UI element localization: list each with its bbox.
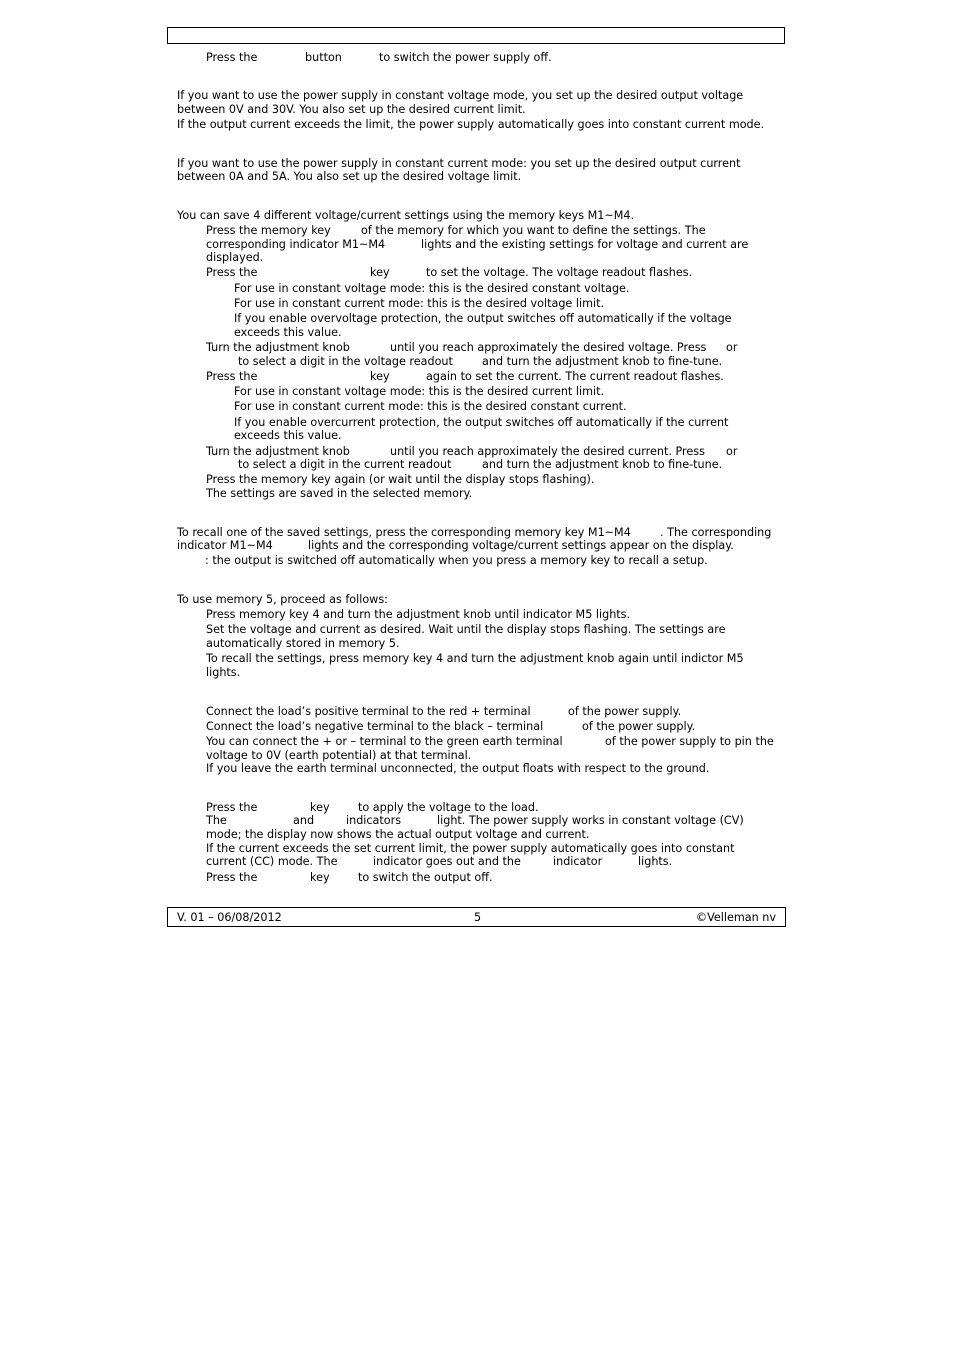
memory5-step1: Press memory key 4 and turn the adjustment knob until indicator M5 lights.	[206, 608, 631, 621]
memory-step5-b: until you reach approximately the desired current. Press	[390, 445, 705, 458]
memory-step5-d: to select a digit in the current readout	[238, 458, 452, 471]
output-line4-c: to switch the output off.	[358, 871, 493, 884]
output-line1-b: key	[310, 801, 330, 814]
cc-line-2: between 0A and 5A. You also set up the desired voltage limit.	[177, 170, 522, 183]
memory5-step2b: automatically stored in memory 5.	[206, 637, 400, 650]
footer-version: V. 01 – 06/08/2012	[177, 911, 282, 924]
output-line3-c: indicator goes out and the	[373, 855, 521, 868]
output-line2-c: indicators	[346, 814, 402, 827]
output-line3-a: If the current exceeds the set current limit, the power supply automatically goes into constant	[206, 842, 735, 855]
memory5-step3a: To recall the settings, press memory key 4 and turn the adjustment knob again until indictor M5	[206, 652, 744, 665]
footer	[167, 907, 786, 927]
intro-switch-off: to switch the power supply off.	[379, 51, 552, 64]
memory-step2-sub2: For use in constant current mode: this is the desired voltage limit.	[234, 297, 605, 310]
recall-line3: : the output is switched off automatically when you press a memory key to recall a setup.	[205, 554, 708, 567]
connect-line2-a: Connect the load’s negative terminal to the black – terminal	[206, 720, 544, 733]
cv-line-1: If you want to use the power supply in constant voltage mode, you set up the desired output voltage	[177, 89, 744, 102]
memory-step2-sub3b: exceeds this value.	[234, 326, 342, 339]
memory-step4-sub3b: exceeds this value.	[234, 429, 342, 442]
output-line3-d: indicator	[553, 855, 603, 868]
cv-line-2: between 0V and 30V. You also set up the desired current limit.	[177, 103, 526, 116]
output-line3-b: current (CC) mode. The	[206, 855, 338, 868]
memory-step6: Press the memory key again (or wait until the display stops flashing).	[206, 473, 595, 486]
cv-line-3: If the output current exceeds the limit, the power supply automatically goes into constant current mode.	[177, 118, 765, 131]
memory-step2-sub3a: If you enable overvoltage protection, the output switches off automatically if the voltage	[234, 312, 732, 325]
connect-line3-a: You can connect the + or – terminal to the green earth terminal	[206, 735, 563, 748]
memory-step2-a: Press the	[206, 266, 258, 279]
output-line2-d: light. The power supply works in constant voltage (CV)	[437, 814, 744, 827]
memory-step5-a: Turn the adjustment knob	[206, 445, 350, 458]
memory-step1-a: Press the memory key	[206, 224, 331, 237]
output-line2-e: mode; the display now shows the actual output voltage and current.	[206, 828, 590, 841]
output-line2-a: The	[206, 814, 227, 827]
recall-line1-a: To recall one of the saved settings, press the corresponding memory key M1~M4	[177, 526, 631, 539]
memory-step1-d: lights and the existing settings for voltage and current are	[421, 238, 749, 251]
memory-step5-c: or	[726, 445, 738, 458]
memory-step4-c: again to set the current. The current readout flashes.	[426, 370, 724, 383]
connect-line1-b: of the power supply.	[568, 705, 682, 718]
recall-line2-b: lights and the corresponding voltage/current settings appear on the display.	[308, 539, 734, 552]
connect-line1-a: Connect the load’s positive terminal to the red + terminal	[206, 705, 531, 718]
memory-intro: You can save 4 different voltage/current settings using the memory keys M1~M4.	[177, 209, 635, 222]
connect-line2-b: of the power supply.	[582, 720, 696, 733]
memory-step1-e: displayed.	[206, 251, 264, 264]
memory-step5-e: and turn the adjustment knob to fine-tune.	[482, 458, 723, 471]
memory5-intro: To use memory 5, proceed as follows:	[177, 593, 388, 606]
memory5-step3b: lights.	[206, 666, 241, 679]
memory-step4-b: key	[370, 370, 390, 383]
output-line1-c: to apply the voltage to the load.	[358, 801, 539, 814]
memory-step1-b: of the memory for which you want to define the settings. The	[361, 224, 706, 237]
memory-step3-b: until you reach approximately the desired voltage. Press	[390, 341, 707, 354]
memory-step4-sub1: For use in constant voltage mode: this is the desired current limit.	[234, 385, 605, 398]
intro-press-the: Press the	[206, 51, 258, 64]
memory-step2-sub1: For use in constant voltage mode: this is the desired constant voltage.	[234, 282, 630, 295]
memory-step3-a: Turn the adjustment knob	[206, 341, 350, 354]
memory-step1-c: corresponding indicator M1~M4	[206, 238, 386, 251]
output-line1-a: Press the	[206, 801, 258, 814]
memory-step3-e: and turn the adjustment knob to fine-tune.	[482, 355, 723, 368]
connect-line3-c: voltage to 0V (earth potential) at that terminal.	[206, 749, 472, 762]
recall-line1-b: . The corresponding	[660, 526, 772, 539]
footer-copyright: ©Velleman nv	[695, 911, 776, 924]
output-line3-e: lights.	[638, 855, 673, 868]
connect-line4: If you leave the earth terminal unconnected, the output floats with respect to the ground.	[206, 762, 710, 775]
memory5-step2a: Set the voltage and current as desired. Wait until the display stops flashing. The settings are	[206, 623, 726, 636]
memory-step3-d: to select a digit in the voltage readout	[238, 355, 453, 368]
connect-line3-b: of the power supply to pin the	[605, 735, 774, 748]
memory-step2-b: key	[370, 266, 390, 279]
intro-button: button	[305, 51, 342, 64]
memory-step2-c: to set the voltage. The voltage readout flashes.	[426, 266, 693, 279]
output-line2-b: and	[293, 814, 315, 827]
header-box	[167, 27, 785, 44]
memory-step4-sub2: For use in constant current mode: this is the desired constant current.	[234, 400, 627, 413]
recall-line2-a: indicator M1~M4	[177, 539, 273, 552]
footer-page-number: 5	[474, 911, 482, 924]
memory-step3-c: or	[726, 341, 738, 354]
memory-step4-a: Press the	[206, 370, 258, 383]
memory-step7: The settings are saved in the selected memory.	[206, 487, 473, 500]
cc-line-1: If you want to use the power supply in constant current mode: you set up the desired output current	[177, 157, 741, 170]
output-line4-b: key	[310, 871, 330, 884]
memory-step4-sub3a: If you enable overcurrent protection, the output switches off automatically if the current	[234, 416, 729, 429]
output-line4-a: Press the	[206, 871, 258, 884]
